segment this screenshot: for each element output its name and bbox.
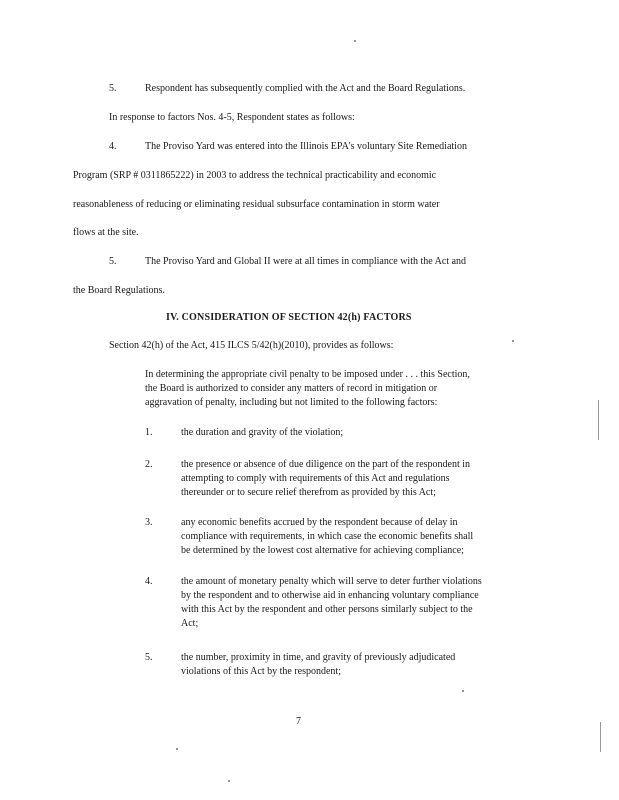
- factor-line: compliance with requirements, in which case the economic benefits shall: [181, 531, 474, 542]
- factor-number: 5.: [145, 652, 153, 663]
- factor-line: by the respondent and to otherwise aid in enhancing voluntary compliance: [181, 590, 479, 601]
- scan-edge-mark: [600, 722, 601, 752]
- factor-line: be determined by the lowest cost alternative for achieving compliance;: [181, 545, 464, 556]
- factor-line: thereunder or to secure relief therefrom as provided by this Act;: [181, 487, 436, 498]
- scan-speck: [176, 748, 178, 750]
- quote-line: aggravation of penalty, including but not limited to the following factors:: [145, 397, 438, 408]
- factor-line: the number, proximity in time, and gravity of previously adjudicated: [181, 652, 456, 663]
- factor-line: any economic benefits accrued by the respondent because of delay in: [181, 517, 458, 528]
- page-number: 7: [296, 716, 301, 727]
- factor-line: attempting to comply with requirements of this Act and regulations: [181, 473, 450, 484]
- quote-line: the Board is authorized to consider any matters of record in mitigation or: [145, 383, 438, 394]
- factor-line: the amount of monetary penalty which will serve to deter further violations: [181, 576, 482, 587]
- section-intro: Section 42(h) of the Act, 415 ILCS 5/42(h)(2010), provides as follows:: [109, 340, 394, 351]
- factor-number: 1.: [145, 427, 153, 438]
- scan-speck: [228, 780, 230, 782]
- factor-line: the duration and gravity of the violation;: [181, 427, 344, 438]
- factor-line: Act;: [181, 618, 199, 629]
- factor-number: 4.: [145, 576, 153, 587]
- paragraph-line: The Proviso Yard was entered into the Illinois EPA's voluntary Site Remediation: [145, 141, 467, 152]
- response-intro: In response to factors Nos. 4-5, Respondent states as follows:: [109, 112, 355, 123]
- section-heading: IV. CONSIDERATION OF SECTION 42(h) FACTORS: [166, 312, 412, 323]
- factor-line: violations of this Act by the respondent;: [181, 666, 341, 677]
- scan-speck: [512, 340, 514, 342]
- factor-line: with this Act by the respondent and other persons similarly subject to the: [181, 604, 473, 615]
- scan-speck: [462, 690, 464, 692]
- paragraph-line: the Board Regulations.: [73, 285, 165, 296]
- paragraph-line: flows at the site.: [73, 227, 139, 238]
- paragraph-number: 5.: [109, 83, 117, 94]
- paragraph-line: Program (SRP # 0311865222) in 2003 to address the technical practicability and economic: [73, 170, 437, 181]
- paragraph-line: reasonableness of reducing or eliminating residual subsurface contamination in storm water: [73, 199, 440, 210]
- scan-speck: [354, 40, 356, 42]
- factor-number: 3.: [145, 517, 153, 528]
- scan-edge-mark: [598, 400, 599, 440]
- paragraph-line: The Proviso Yard and Global II were at all times in compliance with the Act and: [145, 256, 467, 267]
- quote-line: In determining the appropriate civil penalty to be imposed under . . . this Section,: [145, 369, 470, 380]
- paragraph-text: Respondent has subsequently complied with the Act and the Board Regulations.: [145, 83, 466, 94]
- factor-number: 2.: [145, 459, 153, 470]
- paragraph-number: 4.: [109, 141, 117, 152]
- paragraph-number: 5.: [109, 256, 117, 267]
- factor-line: the presence or absence of due diligence on the part of the respondent in: [181, 459, 471, 470]
